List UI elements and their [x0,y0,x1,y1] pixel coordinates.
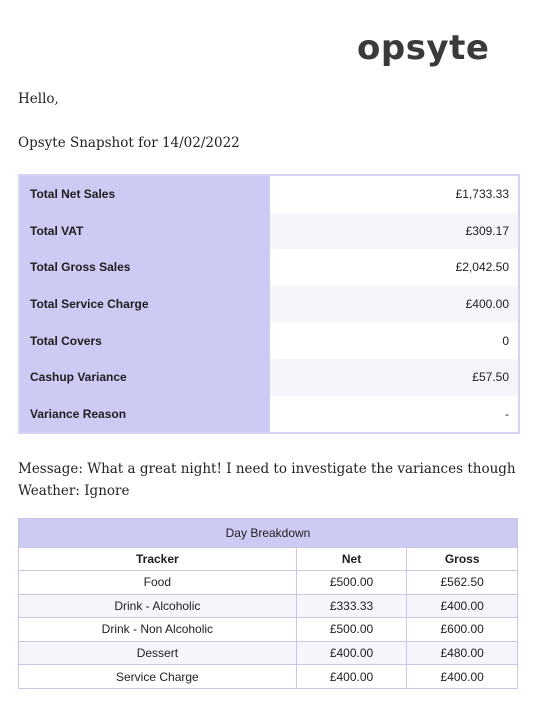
summary-value: £309.17 [270,213,518,250]
table-row [19,571,518,595]
summary-table [18,174,520,434]
summary-row [20,359,518,396]
tracker-cell: Drink - Alcoholic [19,594,297,618]
column-header-tracker: Tracker [19,548,297,571]
gross-cell: £562.50 [407,571,518,595]
tracker-cell: Drink - Non Alcoholic [19,618,297,642]
column-header-net: Net [296,548,407,571]
summary-value: £57.50 [270,359,518,396]
net-cell: £400.00 [296,641,407,665]
gross-cell: £480.00 [407,641,518,665]
net-cell: £400.00 [296,665,407,689]
net-cell: £500.00 [296,618,407,642]
summary-label: Cashup Variance [20,359,270,396]
summary-row [20,249,518,286]
summary-value: £2,042.50 [270,249,518,286]
table-row [19,641,518,665]
opsyte-logo: opsyte [357,28,490,68]
tracker-cell: Service Charge [19,665,297,689]
tracker-cell: Food [19,571,297,595]
summary-label: Variance Reason [20,396,270,433]
gross-cell: £400.00 [407,665,518,689]
summary-value: £400.00 [270,286,518,323]
net-cell: £500.00 [296,571,407,595]
summary-value: 0 [270,322,518,359]
summary-value: - [270,396,518,433]
greeting: Hello, [18,91,59,107]
day-breakdown-table [18,518,518,689]
message-line: Message: What a great night! I need to investigate the variances though [18,461,516,477]
table-row [19,665,518,689]
summary-label: Total Net Sales [20,176,270,213]
net-cell: £333.33 [296,594,407,618]
breakdown-title: Day Breakdown [19,519,518,548]
summary-label: Total Gross Sales [20,249,270,286]
summary-row [20,213,518,250]
column-header-gross: Gross [407,548,518,571]
summary-row [20,322,518,359]
weather-line: Weather: Ignore [18,483,130,499]
summary-row [20,286,518,323]
snapshot-title: Opsyte Snapshot for 14/02/2022 [18,135,240,151]
summary-label: Total Covers [20,322,270,359]
table-row [19,594,518,618]
tracker-cell: Dessert [19,641,297,665]
summary-value: £1,733.33 [270,176,518,213]
summary-label: Total Service Charge [20,286,270,323]
gross-cell: £400.00 [407,594,518,618]
summary-row [20,176,518,213]
gross-cell: £600.00 [407,618,518,642]
table-row [19,618,518,642]
summary-row [20,396,518,433]
summary-label: Total VAT [20,213,270,250]
